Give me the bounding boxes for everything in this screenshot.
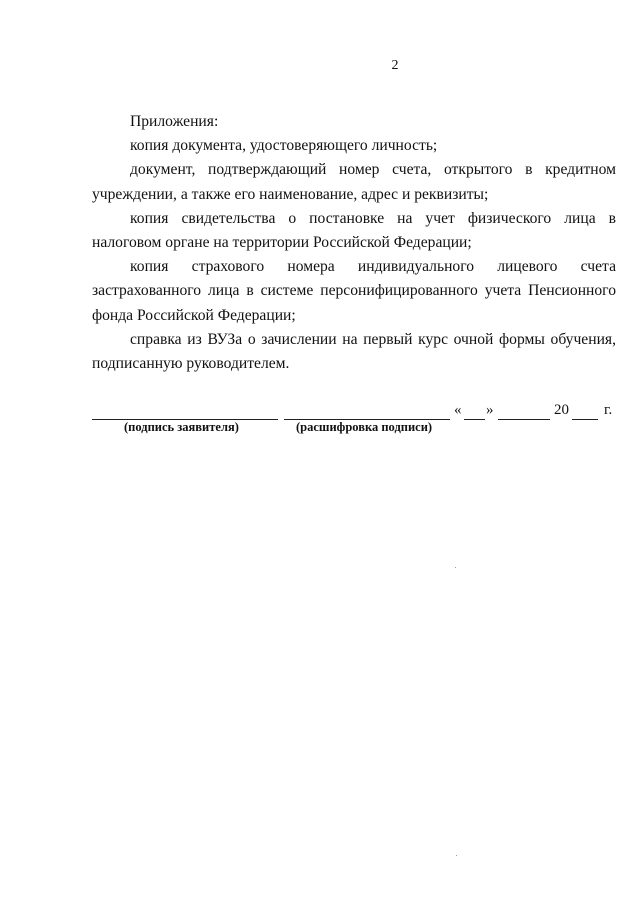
attachment-item-1: копия документа, удостоверяющего личность; bbox=[130, 137, 438, 155]
attachments-section bbox=[92, 110, 616, 376]
date-year-prefix: 20 bbox=[554, 402, 569, 418]
date-close-quote: » bbox=[486, 402, 494, 418]
date-open-quote: « bbox=[454, 402, 462, 418]
attachment-item-4: копия страхового номера индивидуального лицевого счета застрахованного лица в системе персонифицированного учета Пенсионного фонда Российской Федерации; bbox=[92, 258, 616, 324]
page-number: 2 bbox=[391, 58, 399, 73]
signature-decoding-caption: (расшифровка подписи) bbox=[296, 420, 433, 434]
attachment-item-3: копия свидетельства о постановке на учет физического лица в налоговом органе на территории Российской Федерации; bbox=[92, 209, 616, 252]
applicant-signature-caption: (подпись заявителя) bbox=[124, 420, 239, 434]
scan-speck bbox=[456, 855, 457, 856]
date-year-line[interactable] bbox=[572, 419, 598, 420]
signature-block bbox=[92, 402, 616, 442]
attachments-heading: Приложения: bbox=[130, 113, 219, 130]
date-month-line[interactable] bbox=[498, 419, 550, 420]
attachment-item-5: справка из ВУЗа о зачислении на первый курс очной формы обучения, подписанную руководителем. bbox=[92, 330, 616, 373]
date-day-line[interactable] bbox=[464, 419, 485, 420]
scan-speck bbox=[455, 567, 456, 568]
attachment-item-2: документ, подтверждающий номер счета, открытого в кредитном учреждении, а также его наименование, адрес и реквизиты; bbox=[92, 161, 616, 203]
date-year-suffix: г. bbox=[604, 402, 613, 418]
